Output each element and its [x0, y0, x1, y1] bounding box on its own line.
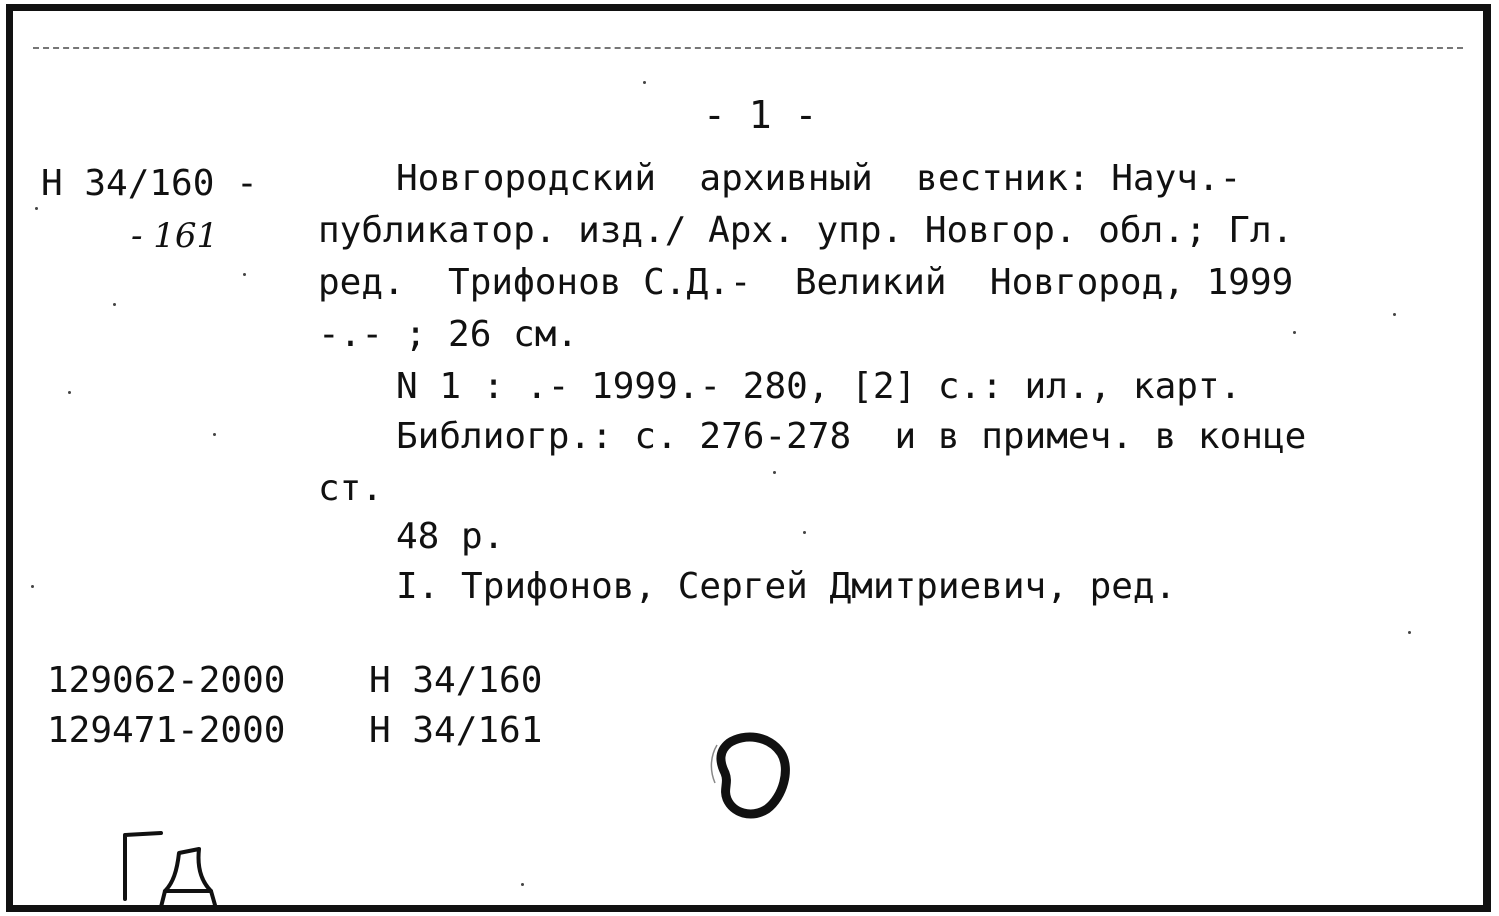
description-line-9: I. Трифонов, Сергей Дмитриевич, ред.	[396, 566, 1177, 607]
catalog-card	[6, 4, 1491, 912]
page-number: - 1 -	[703, 93, 818, 137]
shelf-mark-line-1: Н 34/160 -	[41, 163, 258, 204]
inventory-number-1: 129062-2000	[47, 660, 286, 701]
handwritten-mark-icon	[117, 825, 227, 915]
description-line-8: 48 р.	[396, 516, 505, 557]
description-line-5: N 1 : .- 1999.- 280, [2] с.: ил., карт.	[396, 366, 1242, 407]
description-line-1: Новгородский архивный вестник: Науч.-	[396, 158, 1242, 199]
inventory-shelf-2: Н 34/161	[369, 710, 543, 751]
description-line-6: Библиогр.: с. 276-278 и в примеч. в конце	[396, 416, 1307, 457]
description-line-4: -.- ; 26 см.	[318, 314, 579, 355]
description-line-7: ст.	[318, 468, 384, 509]
top-dashed-rule	[33, 47, 1463, 49]
description-line-2: публикатор. изд./ Арх. упр. Новгор. обл.; Гл.	[318, 210, 1294, 251]
inventory-number-2: 129471-2000	[47, 710, 286, 751]
description-line-3: ред. Трифонов С.Д.- Великий Новгород, 1999	[318, 262, 1294, 303]
inventory-shelf-1: Н 34/160	[369, 660, 543, 701]
shelf-mark-line-2: - 161	[131, 216, 219, 256]
circle-stamp-icon	[699, 725, 799, 829]
